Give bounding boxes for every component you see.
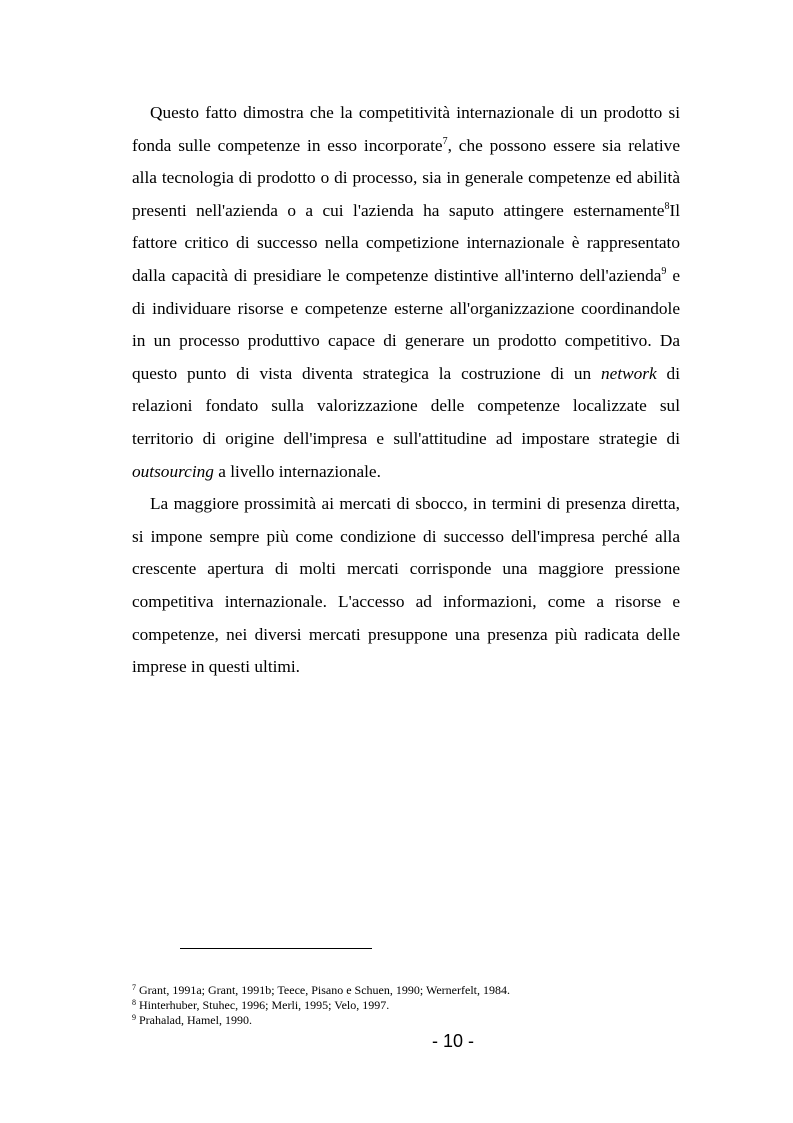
footnote-number: 7 bbox=[132, 983, 136, 992]
italic-term-outsourcing: outsourcing bbox=[132, 461, 214, 481]
footnotes bbox=[132, 983, 692, 1028]
footnote-text: Hinterhuber, Stuhec, 1996; Merli, 1995; Velo, 1997. bbox=[136, 998, 390, 1012]
paragraph-1 bbox=[132, 97, 680, 488]
text-run: di relazioni fondato sulla valorizzazione delle competenze localizzate sul territorio di origine dell'impresa e sull'attitudine ad impostare strategie di bbox=[132, 363, 680, 448]
text-run: Il fattore critico di successo nella competizione internazionale è rappresentato dalla capacità di presidiare le competenze distintive all'interno dell'azienda bbox=[132, 200, 680, 285]
text-run: Questo fatto dimostra che la competitività internazionale di un prodotto si fonda sulle competenze in esso incorporate bbox=[132, 103, 680, 155]
text-run: , che possono essere sia relative alla tecnologia di prodotto o di processo, sia in generale competenze ed abilità presenti nell'azienda o a cui l'azienda ha saputo attingere esternamente bbox=[132, 135, 680, 220]
footnote-ref-8: 8 bbox=[664, 200, 670, 212]
footnote-separator bbox=[180, 948, 372, 949]
page-number: - 10 - bbox=[431, 1031, 474, 1051]
footnote-8 bbox=[132, 998, 692, 1013]
footnote-ref-7: 7 bbox=[442, 135, 448, 147]
footnote-9 bbox=[132, 1013, 692, 1028]
footnote-ref-9: 9 bbox=[661, 265, 667, 277]
text-run: a livello internazionale. bbox=[213, 461, 381, 481]
footnote-number: 9 bbox=[132, 1013, 136, 1022]
text-run: e di individuare risorse e competenze esterne all'organizzazione coordinandole in un processo produttivo capace di generare un prodotto competitivo. Da questo punto di vista diventa strategica la costruzione di un bbox=[132, 265, 680, 383]
footnote-7 bbox=[132, 983, 692, 998]
footnote-number: 8 bbox=[132, 998, 136, 1007]
italic-term-network: network bbox=[601, 363, 657, 383]
body-text bbox=[132, 97, 680, 684]
footnote-text: Grant, 1991a; Grant, 1991b; Teece, Pisano e Schuen, 1990; Wernerfelt, 1984. bbox=[136, 983, 510, 997]
paragraph-2: La maggiore prossimità ai mercati di sbocco, in termini di presenza diretta, si impone sempre più come condizione di successo dell'impresa perché alla crescente apertura di molti mercati corrisponde una maggiore pressione competitiva internazionale. L'accesso ad informazioni, come a risorse e competenze, nei diversi mercati presuppone una presenza più radicata delle imprese in questi ultimi. bbox=[132, 494, 680, 677]
footnote-text: Prahalad, Hamel, 1990. bbox=[136, 1013, 252, 1027]
